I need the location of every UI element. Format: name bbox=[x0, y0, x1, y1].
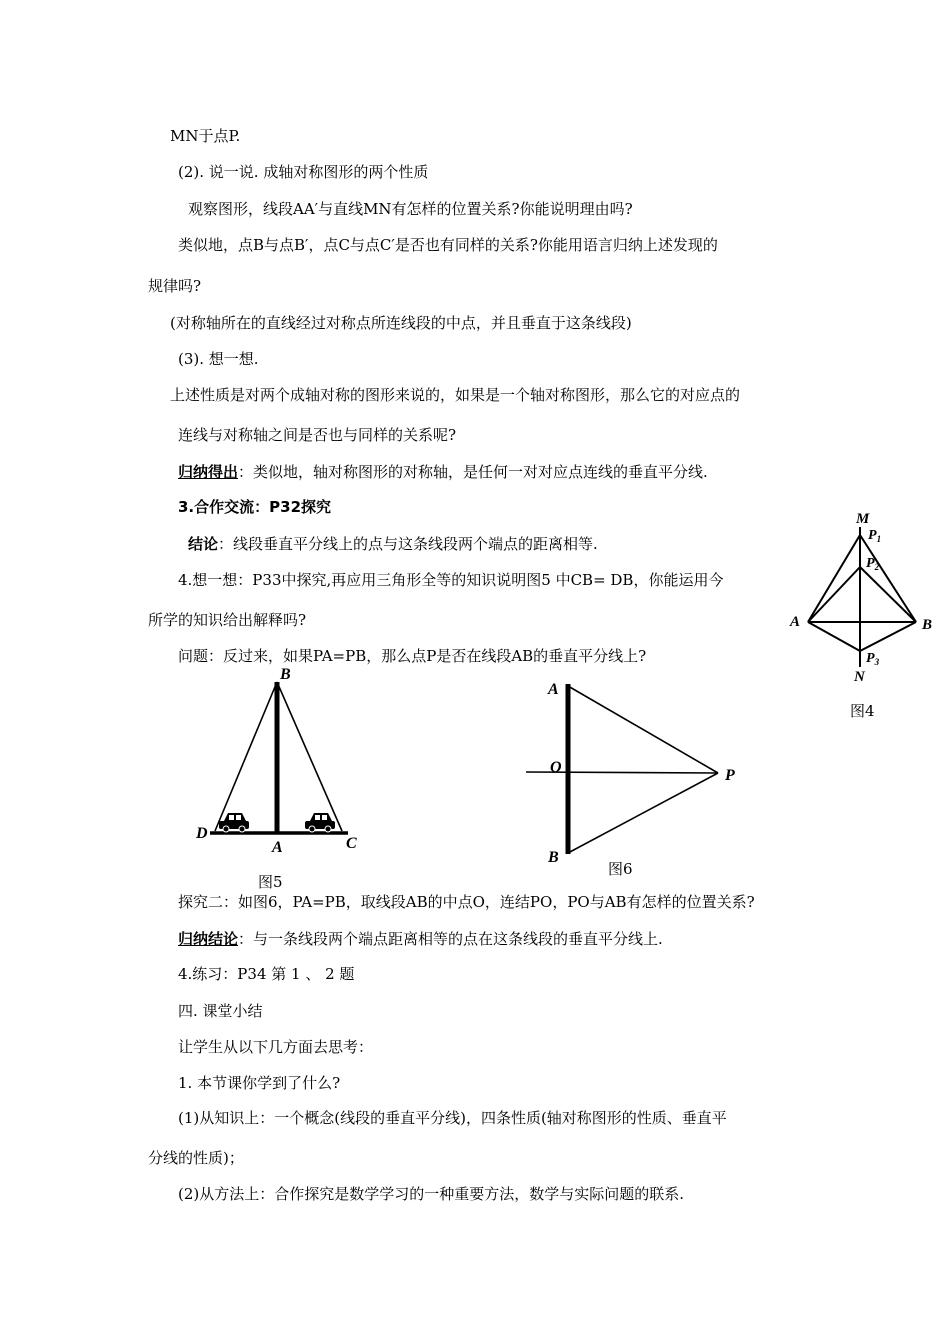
label-o: O bbox=[550, 759, 562, 776]
label-c: C bbox=[346, 835, 357, 852]
text-line: (1)从知识上：一个概念(线段的垂直平分线)，四条性质(轴对称图形的性质、垂直平 bbox=[178, 1109, 727, 1127]
text-line bbox=[178, 929, 663, 949]
label-b: B bbox=[280, 666, 291, 683]
label-p2: $P_2$ bbox=[866, 556, 880, 572]
text-line: (2)从方法上：合作探究是数学学习的一种重要方法，数学与实际问题的联系. bbox=[178, 1185, 685, 1203]
text-line: 上述性质是对两个成轴对称的图形来说的，如果是一个轴对称图形，那么它的对应点的 bbox=[170, 386, 741, 404]
label-b: B bbox=[922, 617, 933, 633]
section-heading: 四. 课堂小结 bbox=[178, 1002, 263, 1020]
summary-label: 归纳结论 bbox=[178, 930, 239, 948]
text-line: 分线的性质)； bbox=[148, 1149, 244, 1167]
label-a: A bbox=[790, 614, 801, 630]
summary-text: ：类似地，轴对称图形的对称轴，是任何一对对应点连线的垂直平分线. bbox=[238, 463, 708, 481]
text-line: (对称轴所在的直线经过对称点所连线段的中点，并且垂直于这条线段) bbox=[170, 314, 632, 332]
car-right-icon bbox=[305, 813, 335, 832]
text-line: 连线与对称轴之间是否也与同样的关系呢? bbox=[178, 426, 457, 444]
text-line: 规律吗? bbox=[148, 277, 202, 295]
text-line: MN于点P. bbox=[170, 127, 241, 145]
car-left-icon bbox=[219, 813, 249, 832]
figure-5-caption: 图5 bbox=[258, 873, 283, 891]
label-d: D bbox=[196, 825, 208, 842]
text-line: 探究二：如图6，PA=PB，取线段AB的中点O，连结PO，PO与AB有怎样的位置关系? bbox=[178, 893, 755, 911]
label-m: M bbox=[856, 511, 870, 527]
section-heading: 3.合作交流：P32探究 bbox=[178, 498, 332, 516]
text-line: 4.想一想：P33中探究,再应用三角形全等的知识说明图5 中CB= DB，你能运用今 bbox=[178, 571, 724, 589]
label-a: A bbox=[548, 681, 559, 698]
text-line: 1. 本节课你学到了什么? bbox=[178, 1074, 341, 1092]
figure-6 bbox=[520, 672, 760, 872]
label-p: P bbox=[725, 767, 735, 784]
text-line: 问题：反过来，如果PA=PB，那么点P是否在线段AB的垂直平分线上? bbox=[178, 647, 647, 665]
text-line bbox=[178, 462, 708, 482]
summary-text: ：与一条线段两个端点距离相等的点在这条线段的垂直平分线上. bbox=[238, 930, 663, 948]
label-p1: $P_1$ bbox=[868, 528, 882, 544]
conclusion-label: 结论 bbox=[188, 535, 219, 553]
label-n: N bbox=[854, 669, 865, 685]
text-line: 所学的知识给出解释吗? bbox=[148, 611, 307, 629]
label-a: A bbox=[272, 839, 283, 856]
figure-4-caption: 图4 bbox=[850, 702, 875, 720]
text-line: (3). 想一想. bbox=[178, 350, 259, 368]
summary-label: 归纳得出 bbox=[178, 463, 239, 481]
text-line: (2). 说一说. 成轴对称图形的两个性质 bbox=[178, 163, 429, 181]
text-line: 观察图形，线段AA′与直线MN有怎样的位置关系?你能说明理由吗? bbox=[188, 200, 633, 218]
text-line: 类似地，点B与点B′，点C与点C′是否也有同样的关系?你能用语言归纳上述发现的 bbox=[178, 236, 718, 254]
text-line bbox=[188, 534, 598, 554]
figure-4 bbox=[780, 505, 940, 695]
label-b: B bbox=[548, 849, 559, 866]
conclusion-text: ：线段垂直平分线上的点与这条线段两个端点的距离相等. bbox=[218, 535, 598, 553]
figure-6-caption: 图6 bbox=[608, 860, 633, 878]
text-line: 让学生从以下几方面去思考： bbox=[178, 1038, 374, 1056]
text-line: 4.练习：P34 第 1 、 2 题 bbox=[178, 965, 355, 983]
figure-5 bbox=[190, 662, 370, 862]
label-p3: $P_3$ bbox=[866, 651, 880, 667]
